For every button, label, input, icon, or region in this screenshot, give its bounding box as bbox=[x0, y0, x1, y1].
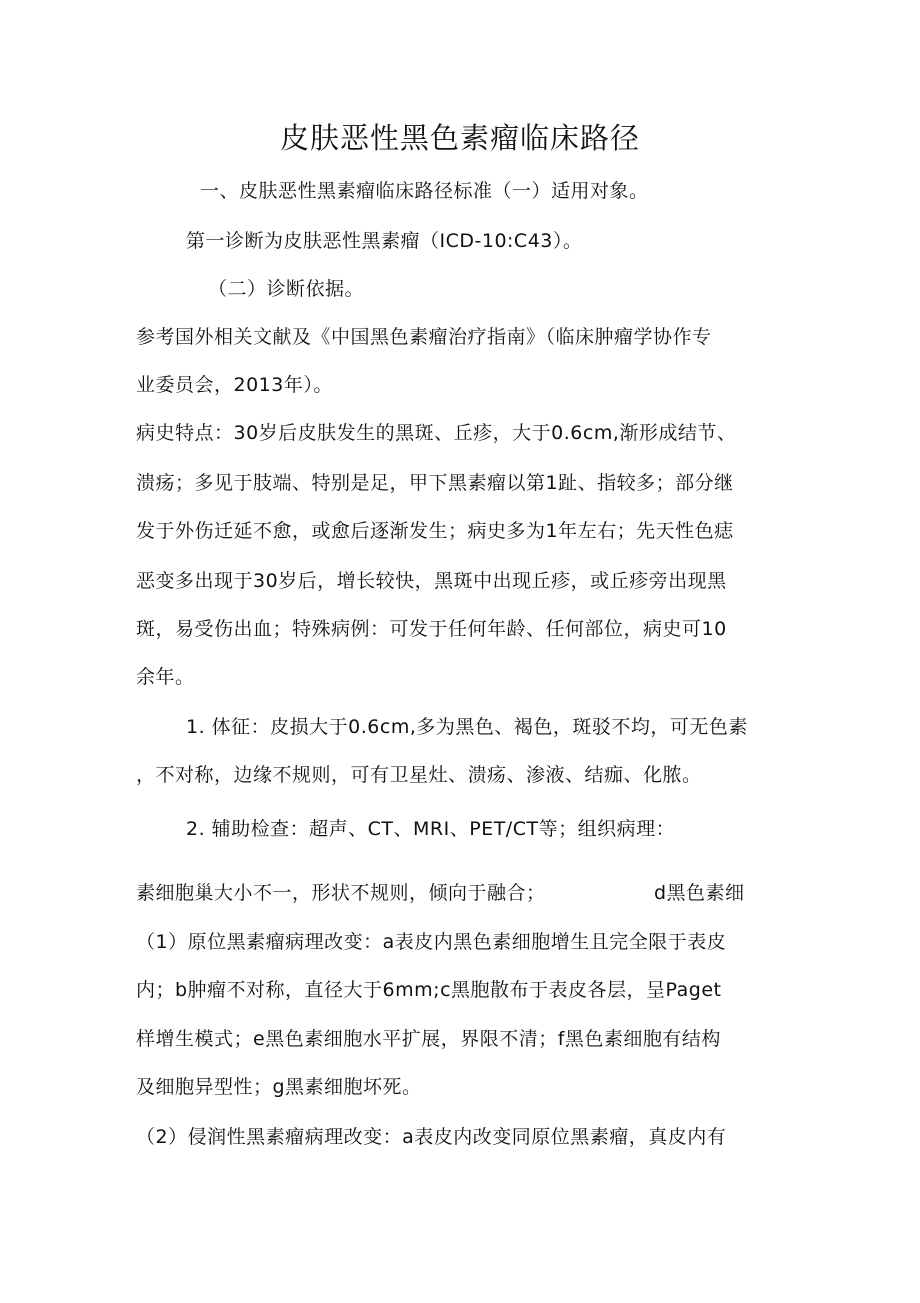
paragraph-line: 参考国外相关文献及《中国黑色素瘤治疗指南》（临床肿瘤学协作专 bbox=[136, 326, 712, 348]
paragraph-line: 样增生模式；e黑色素细胞水平扩展，界限不清；f黑色素细胞有结构 bbox=[136, 1028, 721, 1050]
paragraph-line: 内；b肿瘤不对称，直径大于6mm;c黑胞散布于表皮各层，呈Paget bbox=[136, 979, 722, 1001]
paragraph-line: 斑，易受伤出血；特殊病例：可发于任何年龄、任何部位，病史可10 bbox=[136, 618, 727, 640]
section-heading-1: 一、皮肤恶性黑素瘤临床路径标准（一）适用对象。 bbox=[200, 180, 649, 202]
paragraph-line: 1. 体征：皮损大于0.6cm,多为黑色、褐色，斑驳不均，可无色素 bbox=[186, 716, 748, 738]
paragraph-line: 及细胞异型性；g黑素细胞坏死。 bbox=[136, 1076, 422, 1098]
paragraph-line: 恶变多出现于30岁后，增长较快，黑斑中出现丘疹，或丘疹旁出现黑 bbox=[136, 570, 727, 592]
paragraph-line: 溃疡；多见于肢端、特别是足，甲下黑素瘤以第1趾、指较多；部分继 bbox=[136, 472, 734, 494]
document-title: 皮肤恶性黑色素瘤临床路径 bbox=[279, 121, 640, 155]
paragraph-line: 余年。 bbox=[136, 666, 195, 688]
paragraph-line: 第一诊断为皮肤恶性黑素瘤（ICD-10:C43）。 bbox=[186, 230, 583, 252]
paragraph-line: 病史特点：30岁后皮肤发生的黑斑、丘疹，大于0.6cm,渐形成结节、 bbox=[136, 422, 737, 444]
paragraph-line: 2. 辅助检查：超声、CT、MRI、PET/CT等；组织病理： bbox=[186, 818, 676, 840]
paragraph-line: 发于外伤迁延不愈，或愈后逐渐发生；病史多为1年左右；先天性色痣 bbox=[136, 520, 734, 542]
paragraph-line: 素细胞巢大小不一，形状不规则，倾向于融合； bbox=[136, 882, 546, 904]
paragraph-line: （2）侵润性黑素瘤病理改变：a表皮内改变同原位黑素瘤，真皮内有 bbox=[136, 1126, 727, 1148]
paragraph-fragment: d黑色素细 bbox=[654, 882, 745, 904]
paragraph-line: ，不对称，边缘不规则，可有卫星灶、溃疡、渗液、结痂、化脓。 bbox=[136, 764, 702, 786]
paragraph-line: （1）原位黑素瘤病理改变：a表皮内黑色素细胞增生且完全限于表皮 bbox=[136, 931, 727, 953]
paragraph-line: 业委员会，2013年）。 bbox=[136, 374, 333, 396]
section-heading-2: （二）诊断依据。 bbox=[208, 278, 365, 300]
